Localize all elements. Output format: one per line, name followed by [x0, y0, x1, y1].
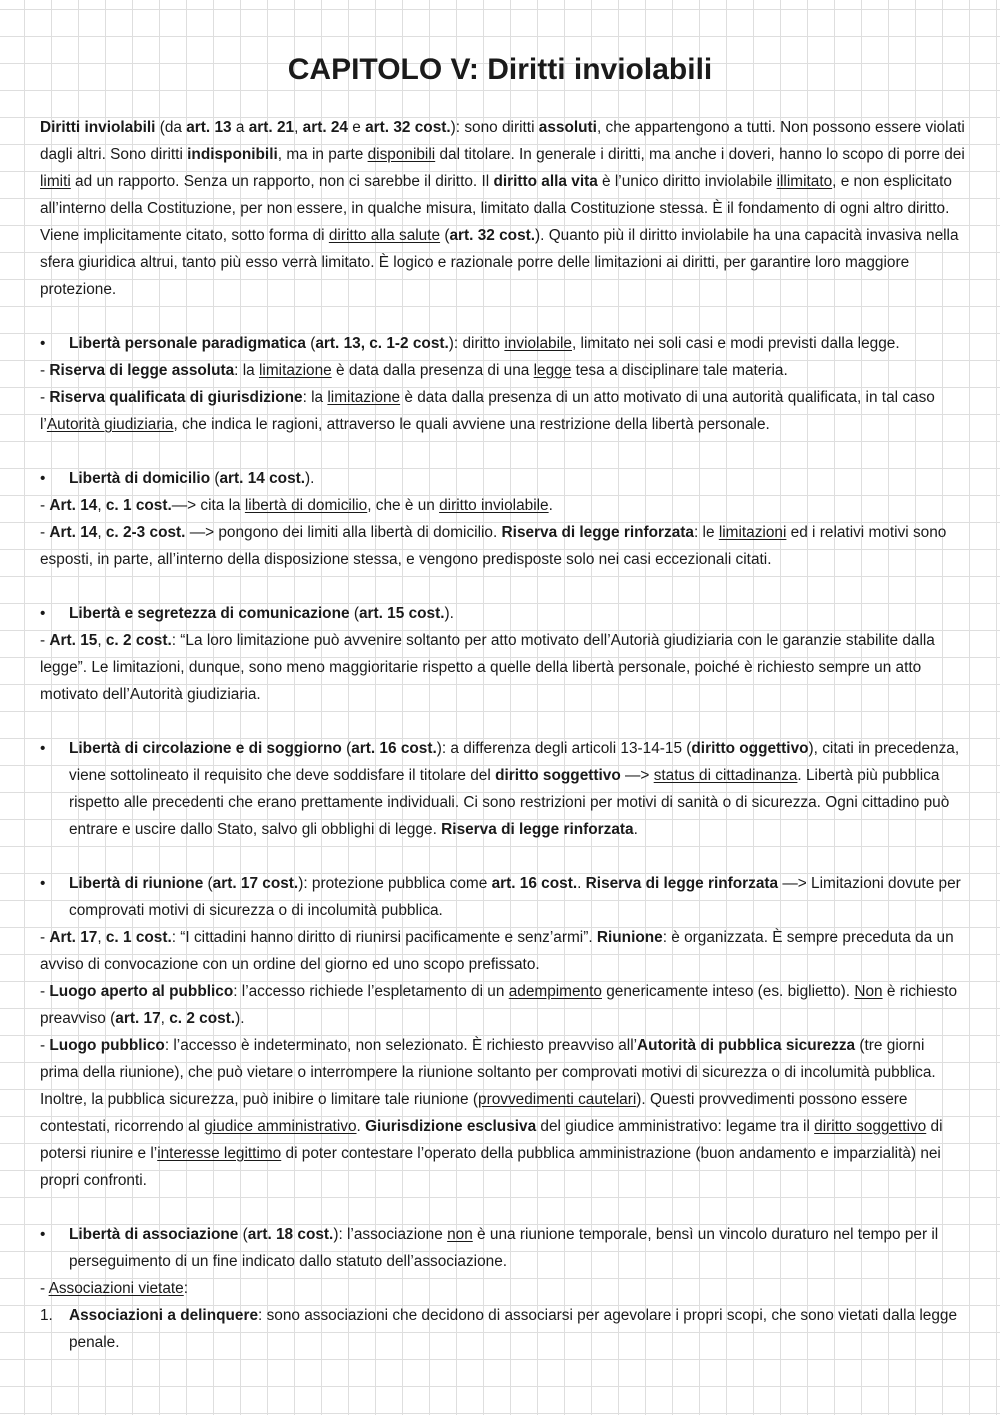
- bullet-mark: •: [40, 605, 46, 622]
- bullet-liberta-domicilio: [40, 465, 965, 492]
- bullet-text: Libertà di domicilio (art. 14 cost.).: [69, 470, 315, 487]
- paragraph-riserva-giurisdizione: - Riserva qualificata di giurisdizione: la limitazione è data dalla presenza di un atto motivato di una autorità qualificata, in tal caso l’Autorità giudiziaria, che indica le ragioni, attraverso le quali avviene una restrizione della libertà personale.: [40, 389, 935, 433]
- item-number: 1.: [40, 1307, 53, 1324]
- bullet-liberta-circolazione: [40, 735, 965, 843]
- bullet-text: Libertà di riunione (art. 17 cost.): protezione pubblica come art. 16 cost.. Riserva di legge rinforzata —> Limitazioni dovute per comprovati motivi di sicurezza o di incolumità pubblica.: [69, 875, 961, 919]
- paragraph-art14-c23: - Art. 14, c. 2-3 cost. —> pongono dei limiti alla libertà di domicilio. Riserva di legge rinforzata: le limitazioni ed i relativi motivi sono esposti, in parte, all’interno della disposizione stessa, e vengono predisposte solo nei casi eccezionali citati.: [40, 524, 947, 568]
- bullet-mark: •: [40, 1226, 46, 1243]
- bullet-liberta-personale: [40, 330, 965, 357]
- intro-paragraph: Diritti inviolabili (da art. 13 a art. 21, art. 24 e art. 32 cost.): sono diritti assoluti, che appartengono a tutti. Non possono essere violati dagli altri. Sono diritti indisponibili, ma in parte disponibili dal titolare. In generale i diritti, ma anche i doveri, hanno lo scopo di porre dei limiti ad un rapporto. Senza un rapporto, non ci sarebbe il diritto. Il diritto alla vita è l’unico diritto inviolabile illimitato, e non esplicitato all’interno della Costituzione, per non essere, in qualche misura, limitato dalla Costituzione stessa. È il fondamento di ogni altro diritto. Viene implicitamente citato, sotto forma di diritto alla salute (art. 32 cost.). Quanto più il diritto inviolabile ha una capacità invasiva nella sfera giuridica altrui, tanto più esso verrà limitato. È logico e razionale porre delle limitazioni ai diritti, per garantire loro maggiore protezione.: [40, 119, 965, 298]
- paragraph-art14-c1: - Art. 14, c. 1 cost.—> cita la libertà di domicilio, che è un diritto inviolabile.: [40, 497, 553, 514]
- document-body: [40, 114, 965, 1356]
- bullet-text: Libertà e segretezza di comunicazione (art. 15 cost.).: [69, 605, 454, 622]
- bullet-liberta-comunicazione: [40, 600, 965, 627]
- bullet-text: Libertà di circolazione e di soggiorno (art. 16 cost.): a differenza degli articoli 13-14-15 (diritto oggettivo), citati in precedenza, viene sottolineato il requisito che deve soddisfare il titolare del diritto soggettivo —> status di cittadinanza. Libertà più pubblica rispetto alle precedenti che erano prettamente individuali. Ci sono restrizioni per motivi di sanità o di sicurezza. Ogni cittadino può entrare e uscire dallo Stato, salvo gli obblighi di legge. Riserva di legge rinforzata.: [69, 740, 960, 838]
- bullet-mark: •: [40, 740, 46, 757]
- paragraph-luogo-aperto: - Luogo aperto al pubblico: l’accesso richiede l’espletamento di un adempimento genericamente inteso (es. biglietto). Non è richiesto preavviso (art. 17, c. 2 cost.).: [40, 983, 957, 1027]
- bullet-mark: •: [40, 875, 46, 892]
- bullet-text: Libertà di associazione (art. 18 cost.): l’associazione non è una riunione temporale, bensì un vincolo duraturo nel tempo per il perseguimento di un fine indicato dallo statuto dell’associazione.: [69, 1226, 939, 1270]
- paragraph-art17-c1: - Art. 17, c. 1 cost.: “I cittadini hanno diritto di riunirsi pacificamente e senz’armi”. Riunione: è organizzata. È sempre preceduta da un avviso di convocazione con un ordine del giorno ed uno scopo prefissato.: [40, 929, 954, 973]
- bullet-liberta-riunione: [40, 870, 965, 924]
- bullet-mark: •: [40, 470, 46, 487]
- bullet-text: Libertà personale paradigmatica (art. 13, c. 1-2 cost.): diritto inviolabile, limitato nei soli casi e modi previsti dalla legge.: [69, 335, 900, 352]
- item-text: Associazioni a delinquere: sono associazioni che decidono di associarsi per agevolare i propri scopi, che sono vietati dalla legge penale.: [69, 1307, 958, 1351]
- paragraph-associazioni-vietate: - Associazioni vietate:: [40, 1280, 189, 1297]
- paragraph-riserva-assoluta: - Riserva di legge assoluta: la limitazione è data dalla presenza di una legge tesa a disciplinare tale materia.: [40, 362, 788, 379]
- bullet-mark: •: [40, 335, 46, 352]
- bullet-liberta-associazione: [40, 1221, 965, 1275]
- chapter-title: CAPITOLO V: Diritti inviolabili: [287, 53, 713, 86]
- numbered-item-1: [40, 1302, 965, 1356]
- paragraph-art15-c2: - Art. 15, c. 2 cost.: “La loro limitazione può avvenire soltanto per atto motivato dell’Autorià giudiziaria con le garanzie stabilite dalla legge”. Le limitazioni, dunque, sono meno maggioritarie rispetto a quelle della libertà personale, poiché è richiesto sempre un atto motivato dell’Autorità giudiziaria.: [40, 632, 935, 703]
- paragraph-luogo-pubblico: - Luogo pubblico: l’accesso è indeterminato, non selezionato. È richiesto preavviso all’Autorità di pubblica sicurezza (tre giorni prima della riunione), che può vietare o interrompere la riunione soltanto per comprovati motivi di sicurezza o di incolumità pubblica. Inoltre, la pubblica sicurezza, può inibire o limitare tale riunione (provvedimenti cautelari). Questi provvedimenti possono essere contestati, ricorrendo al giudice amministrativo. Giurisdizione esclusiva del giudice amministrativo: legame tra il diritto soggettivo di potersi riunire e l’interesse legittimo di poter contestare l’operato della pubblica amministrazione (buon andamento e imparzialità) nei propri confronti.: [40, 1037, 943, 1189]
